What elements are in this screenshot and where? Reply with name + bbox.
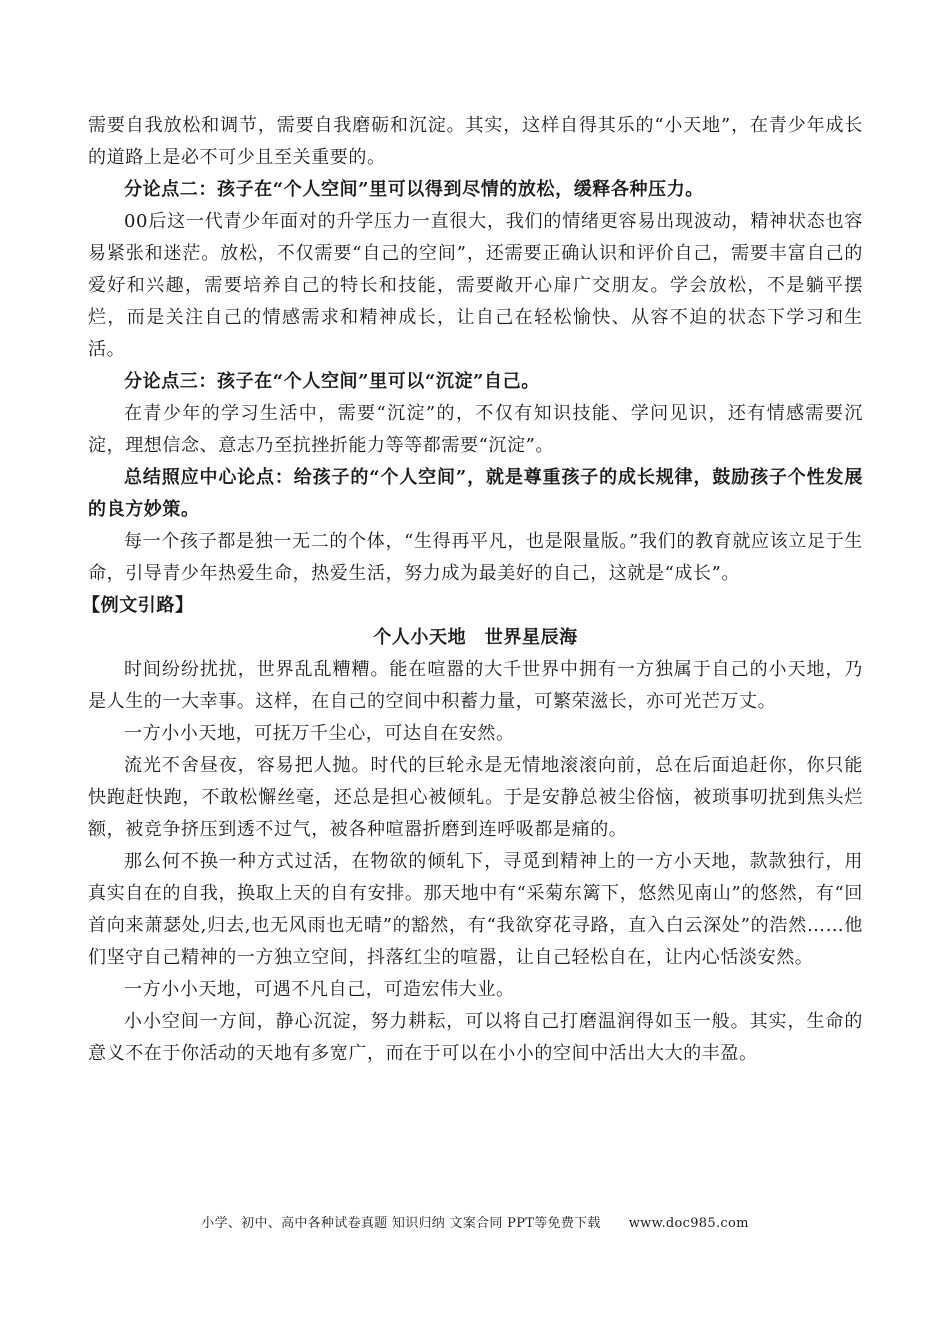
- summary-argument: 总结照应中心论点：给孩子的“个人空间”，就是尊重孩子的成长规律，鼓励孩子个性发展的良方妙策。: [88, 467, 863, 520]
- article-paragraph: 流光不舍昼夜，容易把人抛。时代的巨轮永是无情地滚滚向前，总在后面追赶你，你只能快跑赶快跑，不敢松懈丝毫，还总是担心被倾轧。于是安静总被尘俗恼，被琐事叨扰到焦头烂额，被竞争挤压到透不过气，被各种喧嚣折磨到连呼吸都是痛的。: [88, 755, 863, 840]
- footer-text: 小学、初中、高中各种试卷真题 知识归纳 文案合同 PPT等免费下载: [201, 1216, 601, 1231]
- paragraph-growth: 每一个孩子都是独一无二的个体，“生得再平凡，也是限量版。”我们的教育就应该立足于生命，引导青少年热爱生命，热爱生活，努力成为最美好的自己，这就是“成长”。: [88, 531, 863, 584]
- document-body: [82, 110, 863, 1070]
- sub-argument-three: 分论点三：孩子在“个人空间”里可以“沉淀”自己。: [124, 371, 540, 392]
- article-paragraph: 那么何不换一种方式过活，在物欲的倾轧下，寻觅到精神上的一方小天地，款款独行，用真实自在的自我，换取上天的自有安排。那天地中有“采菊东篱下，悠然见南山”的悠然，有“回首向来萧瑟处,归去,也无风雨也无晴”的豁然，有“我欲穿花寻路，直入白云深处”的浩然……他们坚守自己精神的一方独立空间，抖落红尘的喧嚣，让自己轻松自在，让内心恬淡安然。: [88, 851, 863, 968]
- article-title: 个人小天地 世界星辰海: [373, 627, 578, 648]
- article-paragraph: 一方小小天地，可遇不凡自己，可造宏伟大业。: [124, 979, 515, 1000]
- page-footer: [0, 1212, 950, 1231]
- section-heading: 【例文引路】: [82, 595, 194, 616]
- sub-argument-two: 分论点二：孩子在“个人空间”里可以得到尽情的放松，缓释各种压力。: [124, 179, 704, 200]
- paragraph-sediment: 在青少年的学习生活中，需要“沉淀”的，不仅有知识技能、学问见识，还有情感需要沉淀，理想信念、意志乃至抗挫折能力等等都需要“沉淀”。: [88, 403, 863, 456]
- article-paragraph: 时间纷纷扰扰，世界乱乱糟糟。能在喧嚣的大千世界中拥有一方独属于自己的小天地，乃是人生的一大幸事。这样，在自己的空间中积蓄力量，可繁荣滋长，亦可光芒万丈。: [88, 659, 863, 712]
- paragraph-continuation: 需要自我放松和调节，需要自我磨砺和沉淀。其实，这样自得其乐的“小天地”，在青少年成长的道路上是必不可少且至关重要的。: [88, 115, 863, 168]
- paragraph-relaxation: 00后这一代青少年面对的升学压力一直很大，我们的情绪更容易出现波动，精神状态也容易紧张和迷茫。放松，不仅需要“自己的空间”，还需要正确认识和评价自己，需要丰富自己的爱好和兴趣，需要培养自己的特长和技能，需要敞开心扉广交朋友。学会放松，不是躺平摆烂，而是关注自己的情感需求和精神成长，让自己在轻松愉快、从容不迫的状态下学习和生活。: [88, 211, 863, 360]
- article-paragraph: 一方小小天地，可抚万千尘心，可达自在安然。: [124, 723, 515, 744]
- article-paragraph: 小小空间一方间，静心沉淀，努力耕耘，可以将自己打磨温润得如玉一般。其实，生命的意义不在于你活动的天地有多宽广，而在于可以在小小的空间中活出大大的丰盈。: [88, 1011, 863, 1064]
- footer-url[interactable]: www.doc985.com: [628, 1216, 749, 1231]
